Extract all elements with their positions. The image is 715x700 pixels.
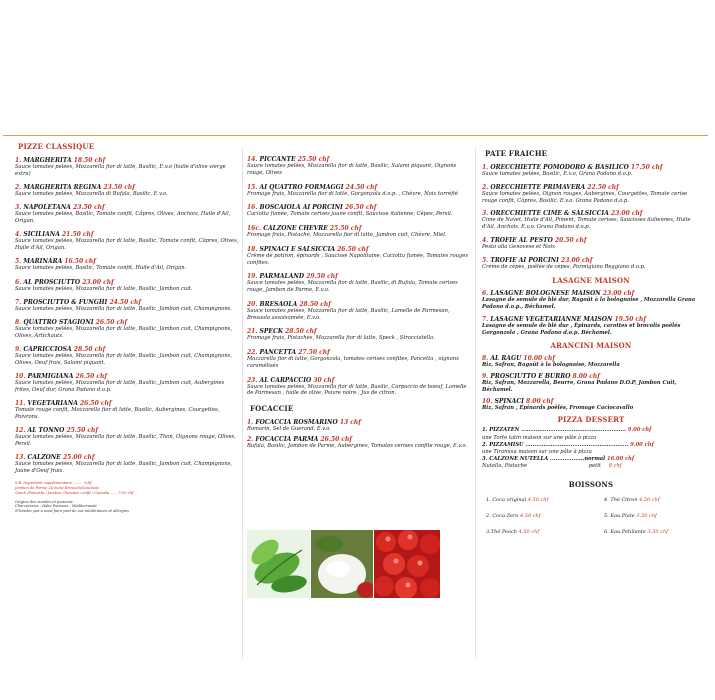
menu-item-description: Lasagne de semule de blé dur , Épinards, carottes et brocolis poêlés Gorgonzola , Grana Padano d.o.p. Béchamel. <box>482 322 681 336</box>
menu-item-description: Sauce tomates pelées, Basilic, Tomate confit, Câpres, Olives, Anchois, Huile d'Ail, Origan. <box>15 211 231 224</box>
dessert-desc: une Tiramisu maison sur une pâte à pizza <box>482 449 592 456</box>
note-line: Speck /Pancetta / Jambon /Tomates confit / Caciotta ...... 5.00 chf <box>15 490 134 495</box>
menu-item-price: 24.50 chf <box>109 298 141 306</box>
section-title-lasagne: LASAGNE MAISON <box>552 276 630 286</box>
column-divider <box>242 148 243 658</box>
boissons-list <box>482 497 700 547</box>
menu-item-description: Sauce tomates pelées, Mozzarella fior di latte, Basilic, Jambon cuit, Champignons, Olives, Oeuf frais, Salami piquant. <box>15 353 232 366</box>
menu-item-price: 24.50 chf <box>345 183 378 191</box>
menu-item-description: Fromage frais, Pistache, Mozzarella fior di latte, Jambon cuit, Chèvre, Miel. <box>247 232 447 238</box>
menu-item-name: 11. VEGETARIANA 26.50 chf <box>15 400 112 407</box>
menu-item <box>15 157 240 178</box>
menu-item-price: 23.00 chf <box>82 278 114 286</box>
menu-item-price: 8.00 chf <box>572 373 600 380</box>
menu-item <box>15 427 240 448</box>
menu-item <box>247 377 469 398</box>
menu-item <box>15 231 240 252</box>
menu-item-name: 2. ORECCHIETTE PRIMAVERA 22.50 chf <box>482 183 619 191</box>
menu-item <box>482 184 700 205</box>
menu-item <box>247 349 469 370</box>
menu-item <box>15 184 240 198</box>
menu-item-description: Sauce tomates pelées, Basilic, E.v.o, Grana Padano d.o.p. <box>482 171 633 177</box>
menu-item-description: Sauce tomates pelées, Basilic, Tomate confit, Huile d'Ail, Origan. <box>15 265 187 272</box>
menu-item-price: 19.50 chf <box>614 315 647 323</box>
menu-item <box>482 257 700 271</box>
menu-item-name: 6. AL PROSCIUTTO 23.00 chf <box>15 278 114 286</box>
drink-item: 2. Coca Zero 4.50 chf <box>486 513 541 520</box>
section-title-pizze: PIZZE CLASSIQUE <box>18 142 95 151</box>
menu-item-description: Crème de cèpes, poêlée de cèpes, Parmigiano Reggiano d.o.p. <box>482 263 646 270</box>
pizze-continued-column <box>247 156 469 453</box>
menu-item-name: 3. NAPOLETANA 23.50 chf <box>15 204 105 212</box>
menu-item-name: 9. CAPRICCIOSA 28.50 chf <box>15 346 106 353</box>
drink-item: 6. Eau Pétillante 3.50 chf <box>604 529 669 536</box>
menu-item-price: 26.50 chf <box>337 245 369 253</box>
menu-item-price: 8.00 chf <box>526 397 554 405</box>
menu-item-description: Riz, Safran, Mozzarella, Beurre, Grana Padano D.O.P, Jambon Cuit, Béchamel. <box>482 380 677 393</box>
menu-item-price: 28.50 chf <box>73 346 106 353</box>
menu-item <box>15 319 240 340</box>
menu-item-name: 7. PROSCIUTTO & FUNGHI 24.50 chf <box>15 298 141 306</box>
menu-item <box>15 204 240 225</box>
menu-item-price: 26.50 chf <box>344 204 377 212</box>
menu-item-name: 7. LASAGNE VEGETARIANNE MAISON 19.50 chf <box>482 315 647 323</box>
dessert-item: 2. PIZZAMISU ......................................................... 9.00 chf <box>482 441 654 448</box>
menu-item-description: Cime de Navet, Huile d'Ail, Piment, Tomate cerises, Saucisses italiennes, Huile d'Ail, Anchois, E.v.o. Grana Padano d.o.p. <box>482 217 691 230</box>
menu-item-name: 16. BOSCAIOLA AI PORCINI 26.50 chf <box>247 204 377 212</box>
menu-item-price: 28.50 chf <box>285 328 317 336</box>
lasagne-list <box>482 290 700 336</box>
menu-item-description: Bufala, Basilic, Jambon de Parme, Aubergines, Tomates cerises confite rouge, E.v.o. <box>247 442 468 449</box>
menu-item-description: Tomate rouge confit, Mozzarella fior di latte, Basilic, Aubergines, Courgettes, Poivrons. <box>15 407 220 420</box>
menu-item <box>247 301 469 322</box>
menu-item-name: 2. FOCACCIA PARMA 26.50 chf <box>247 435 352 443</box>
menu-item-name: 23. AL CARPACCIO 30 chf <box>247 376 335 384</box>
supplement-notes <box>15 481 240 496</box>
menu-item-description: Sauce tomates pelées, Mozzarella fior di latte, Basilic, Jambon cuit. <box>15 285 193 292</box>
menu-item-name: 13. CALZONE 25.00 chf <box>15 454 95 461</box>
menu-item-price: 23.00 chf <box>602 290 635 298</box>
section-title-dessert: PIZZA DESSERT <box>557 415 625 425</box>
menu-item <box>247 246 469 267</box>
menu-item <box>247 156 469 177</box>
menu-item-description: Sauce tomates pelées, Mozzarella fior di latte, Basilic, Tomate confit, Câpres, Olives, Huile d'Ail, Origan. <box>15 238 239 251</box>
menu-item-price: 16.50 chf <box>64 258 96 266</box>
menu-item-description: Sauce tomates pelées, Mozzarella fior di latte, Basilic, Thon, Oignons rouge, Olives, Persil. <box>15 434 236 447</box>
menu-item <box>15 258 240 272</box>
menu-item <box>15 346 240 367</box>
section-title-pate: PATE FRAICHE <box>485 149 548 158</box>
menu-item-description: Fromage frais, Mozzarella fior di latte, Gorgonzola d.o.p. , Chèvre, Noix torréfié <box>247 190 458 197</box>
arancini-list <box>482 355 700 411</box>
pizze-classique-column <box>15 140 240 514</box>
menu-item-name: 4. SICILIANA 21.50 chf <box>15 231 94 239</box>
note-line: N'hésitez pas à nous faire part de vos intolérances et allergies <box>15 509 129 514</box>
pizze-list <box>15 157 240 475</box>
menu-item <box>482 373 700 394</box>
menu-item-name: 2. MARGHERITA REGINA 23.50 chf <box>15 184 135 191</box>
menu-item-price: 26.50 chf <box>320 435 352 443</box>
menu-item-name: 20. BRESAOLA 28.50 chf <box>247 300 331 308</box>
menu-item <box>482 398 700 412</box>
menu-item-description: Sauce tomates pelées, Mozzarella fior di latte, Basilic, Jambon cuit, Champignons, Jaune d'Oeuf frais. <box>15 461 232 474</box>
menu-item-price: 17.50 chf <box>630 164 663 171</box>
menu-item-price: 25.00 chf <box>62 454 95 461</box>
drink-item: 5. Eau Plate 3.50 chf <box>604 513 657 520</box>
menu-item-name: 10. SPINACI 8.00 chf <box>482 397 554 405</box>
menu-item <box>15 299 240 313</box>
menu-item <box>482 164 700 178</box>
menu-item-price: 13 chf <box>339 419 361 426</box>
menu-item-name: 10. PARMIGIANA 26.50 chf <box>15 373 108 380</box>
menu-item-description: Riz, Safran, Ragoût à la bolognaise, Mozzarella <box>482 362 620 369</box>
menu-item <box>482 210 700 231</box>
menu-item <box>247 328 469 342</box>
menu-item-price: 18.50 chf <box>73 157 106 164</box>
dessert-desc: Nutella, Pistache petit 9 chf <box>482 463 622 470</box>
menu-item-price: 23.50 chf <box>103 184 135 191</box>
menu-item-description: Sauce tomates pelées, Mozzarella fior di latte, Basilic, di Bufala, Tomate cerises rouge, Jambon de Parme, E.v.o. <box>247 280 458 293</box>
menu-item-price: 23.00 chf <box>610 210 643 218</box>
menu-item-name: 1. ORECCHIETTE POMODORO & BASILICO 17.50 chf <box>482 164 663 171</box>
menu-item-description: Sauce tomates pelées, Mozzarella fior di latte, Basilic, Carpaccio de boeuf, Lamelle de Parmesan , huile de olive, Poivre noire , Jus de citron. <box>247 383 467 397</box>
menu-item <box>15 454 240 475</box>
menu-item-name: 18. SPINACI E SALSICCIA 26.50 chf <box>247 245 369 253</box>
menu-item-description: Sauce tomates pelées, Oignon rouges, Aubergines, Courgettes, Tomate cerise rouge confit, Câpres, Basilic, E.v.o. Grana Padano d.o.p. <box>482 190 688 204</box>
menu-item-name: 3. ORECCHIETTE CIME & SALSICCIA 23.00 chf <box>482 210 643 218</box>
pate-list <box>482 164 700 270</box>
menu-item-description: Sauce tomates pelées, Mozzarella fior di latte, Basilic, Lamelle de Parmesan, Bresaola assaisonnée, E.v.o. <box>247 307 450 321</box>
menu-item-price: 22.50 chf <box>587 183 619 191</box>
menu-item-name: 15. AI QUATTRO FORMAGGI 24.50 chf <box>247 183 378 191</box>
menu-item-description: Sauce tomates pelées, Mozzarella fior di latte, Basilic, Jambon cuit, Champignons. <box>15 305 232 312</box>
menu-item-price: 21.50 chf <box>62 231 94 239</box>
menu-item <box>247 436 469 450</box>
menu-item-name: 8. AL RAGU 10.00 chf <box>482 355 555 363</box>
menu-item-price: 26.50 chf <box>75 373 108 380</box>
menu-item-price: 28.50 chf <box>299 300 331 308</box>
pizze2-list <box>247 156 469 397</box>
drink-item: 4. Thé Citron 4.50 chf <box>604 497 660 504</box>
menu-item-name: 1. FOCACCIA ROSMARINO 13 chf <box>247 419 361 426</box>
section-title-boissons: BOISSONS <box>568 480 614 490</box>
menu-item-price: 25.50 chf <box>297 156 330 163</box>
menu-item-price: 25.50 chf <box>329 225 362 232</box>
menu-item-name: 8. QUATTRO STAGIONI 26.50 chf <box>15 319 128 326</box>
dessert-desc: une Torte tatin maison sur une pâte à pizza <box>482 434 597 441</box>
note-line: Charcuteries : Italie Poissons : Méditerranée <box>15 504 97 509</box>
menu-item-description: Sauce tomates pelées, Mozzarella fior di latte, Basilic, Salami piquant, Oignons rouge, Olives <box>247 163 457 176</box>
menu-item <box>482 355 700 369</box>
menu-item-description: Sauce tomates pelées, Mozzarella fior di latte, Basilic, Jambon cuit, Champignons, Olives, Artichauts. <box>15 326 232 339</box>
menu-item-name: 5. TROFIE AI PORCINI 23.00 chf <box>482 256 593 264</box>
menu-item-price: 26.50 chf <box>79 400 112 407</box>
menu-item <box>15 400 240 421</box>
menu-item-description: Romarin, Sel de Guerand, E.v.o. <box>247 426 331 432</box>
menu-item-description: Caciotta fumée, Tomate cerises jaune confit, Saucisse italienne, Cèpes, Persil. <box>247 211 453 218</box>
menu-item <box>247 273 469 294</box>
menu-item <box>482 316 700 337</box>
drink-item: 1. Coca original 4.50 chf <box>486 497 549 504</box>
menu-item-price: 23.00 chf <box>561 256 593 264</box>
menu-item <box>482 237 700 251</box>
menu-item <box>247 204 469 218</box>
menu-item-price: 29.50 chf <box>306 273 338 281</box>
menu-item-price: 10.00 chf <box>523 355 555 363</box>
menu-item-name: 22. PANCETTA 27.50 chf <box>247 349 330 356</box>
menu-item <box>15 279 240 293</box>
menu-item <box>247 184 469 198</box>
menu-item-description: Sauce tomates pelées, Mozzarella di Bufala, Basilic, E.v.o. <box>15 191 168 197</box>
food-photos <box>247 530 440 598</box>
dessert-item: 1. PIZZATEN .......................................................... 9.00 chf <box>482 427 652 434</box>
menu-item <box>247 419 469 433</box>
menu-item-price: 30 chf <box>313 376 335 384</box>
menu-item-description: Sauce tomates pelées, Mozzarella fior di latte, Basilic, Jambon cuit, Aubergines frites, Oeuf dur, Grana Padano d.o.p. <box>15 380 225 393</box>
menu-item-description: Crème de potiron, épinards , Saucisse Napolitaine, Caciotta fumée, Tomates rouges confites. <box>247 252 468 266</box>
tomatoes-photo <box>374 530 440 598</box>
menu-item-name: 16c. CALZONE CHEVRE 25.50 chf <box>247 225 362 232</box>
section-title-arancini: ARANCINI MAISON <box>550 341 632 351</box>
note-line: Origine des viandes et poissons <box>15 499 73 504</box>
menu-item-price: 27.50 chf <box>298 349 330 356</box>
menu-item-name: 12. AL TONNO 25.50 chf <box>15 427 98 434</box>
origin-notes <box>15 500 240 515</box>
menu-item-name: 1. MARGHERITA 18.50 chf <box>15 157 106 164</box>
note-line: S.B. Ingrédient supplémentaire ........ 3chf <box>15 481 92 485</box>
menu-item-price: 20.50 chf <box>554 236 587 244</box>
basil-photo <box>247 530 310 598</box>
mozzarella-photo <box>311 530 373 598</box>
menu-item-name: 5. MARINARA 16.50 chf <box>15 258 96 266</box>
menu-item-description: Sauce tomates pelées, Mozzarella fior di latte, Basilic, E.v.o (huile d'olive vierge extra) <box>15 164 226 177</box>
menu-item <box>15 373 240 394</box>
menu-item <box>247 225 469 239</box>
section-title-focaccie: FOCACCIE <box>250 404 294 413</box>
menu-item-description: Mozzarella fior di latte, Gorgonzola, tomates cerises confites, Pancetta , oignons caramélisés <box>247 356 459 369</box>
menu-item-price: 23.50 chf <box>73 204 105 212</box>
focaccie-list <box>247 419 469 450</box>
drink-item: 3.Thé Peach 4.50 chf <box>486 529 540 536</box>
menu-item-name: 6. LASAGNE BOLOGNESE MAISON 23.00 chf <box>482 290 635 298</box>
menu-item-name: 4. TROFIE AL PESTO 20.50 chf <box>482 236 587 244</box>
dessert-list <box>482 427 700 470</box>
top-gold-rule <box>3 135 708 136</box>
menu-item-description: Fromage frais, Pistaches, Mozzarella fior di latte, Speck , Stracciatella. <box>247 335 435 342</box>
menu-item-description: Riz, Safran , Épinards poêlés, Fromage Caciocavallo <box>482 404 634 411</box>
menu-item-price: 25.50 chf <box>66 427 98 434</box>
menu-item-description: Lasagne de semule de blé dur, Ragoût à la bolognaise , Mozzarella Grana Padano d.o.p., Béchamel. <box>482 297 696 310</box>
menu-item-price: 26.50 chf <box>95 319 128 326</box>
menu-item <box>482 290 700 311</box>
pates-column <box>482 147 700 547</box>
menu-item-description: Pesto alla Genovese et Noix <box>482 243 556 250</box>
dessert-item: 3. CALZONE NUTELLA ...................normal 16.00 chf <box>482 455 635 462</box>
menu-item-name: 14. PICCANTE 25.50 chf <box>247 156 330 163</box>
menu-item-name: 21. SPECK 28.50 chf <box>247 328 317 336</box>
menu-item-name: 9. PROSCIUTTO E BURRO 8.00 chf <box>482 373 600 380</box>
column-divider <box>475 148 476 658</box>
note-line: Jambon de Parme 24 mois/ Bresaola/Saucisse/ <box>15 485 100 490</box>
menu-item-name: 19. PARMALAND 29.50 chf <box>247 273 338 281</box>
